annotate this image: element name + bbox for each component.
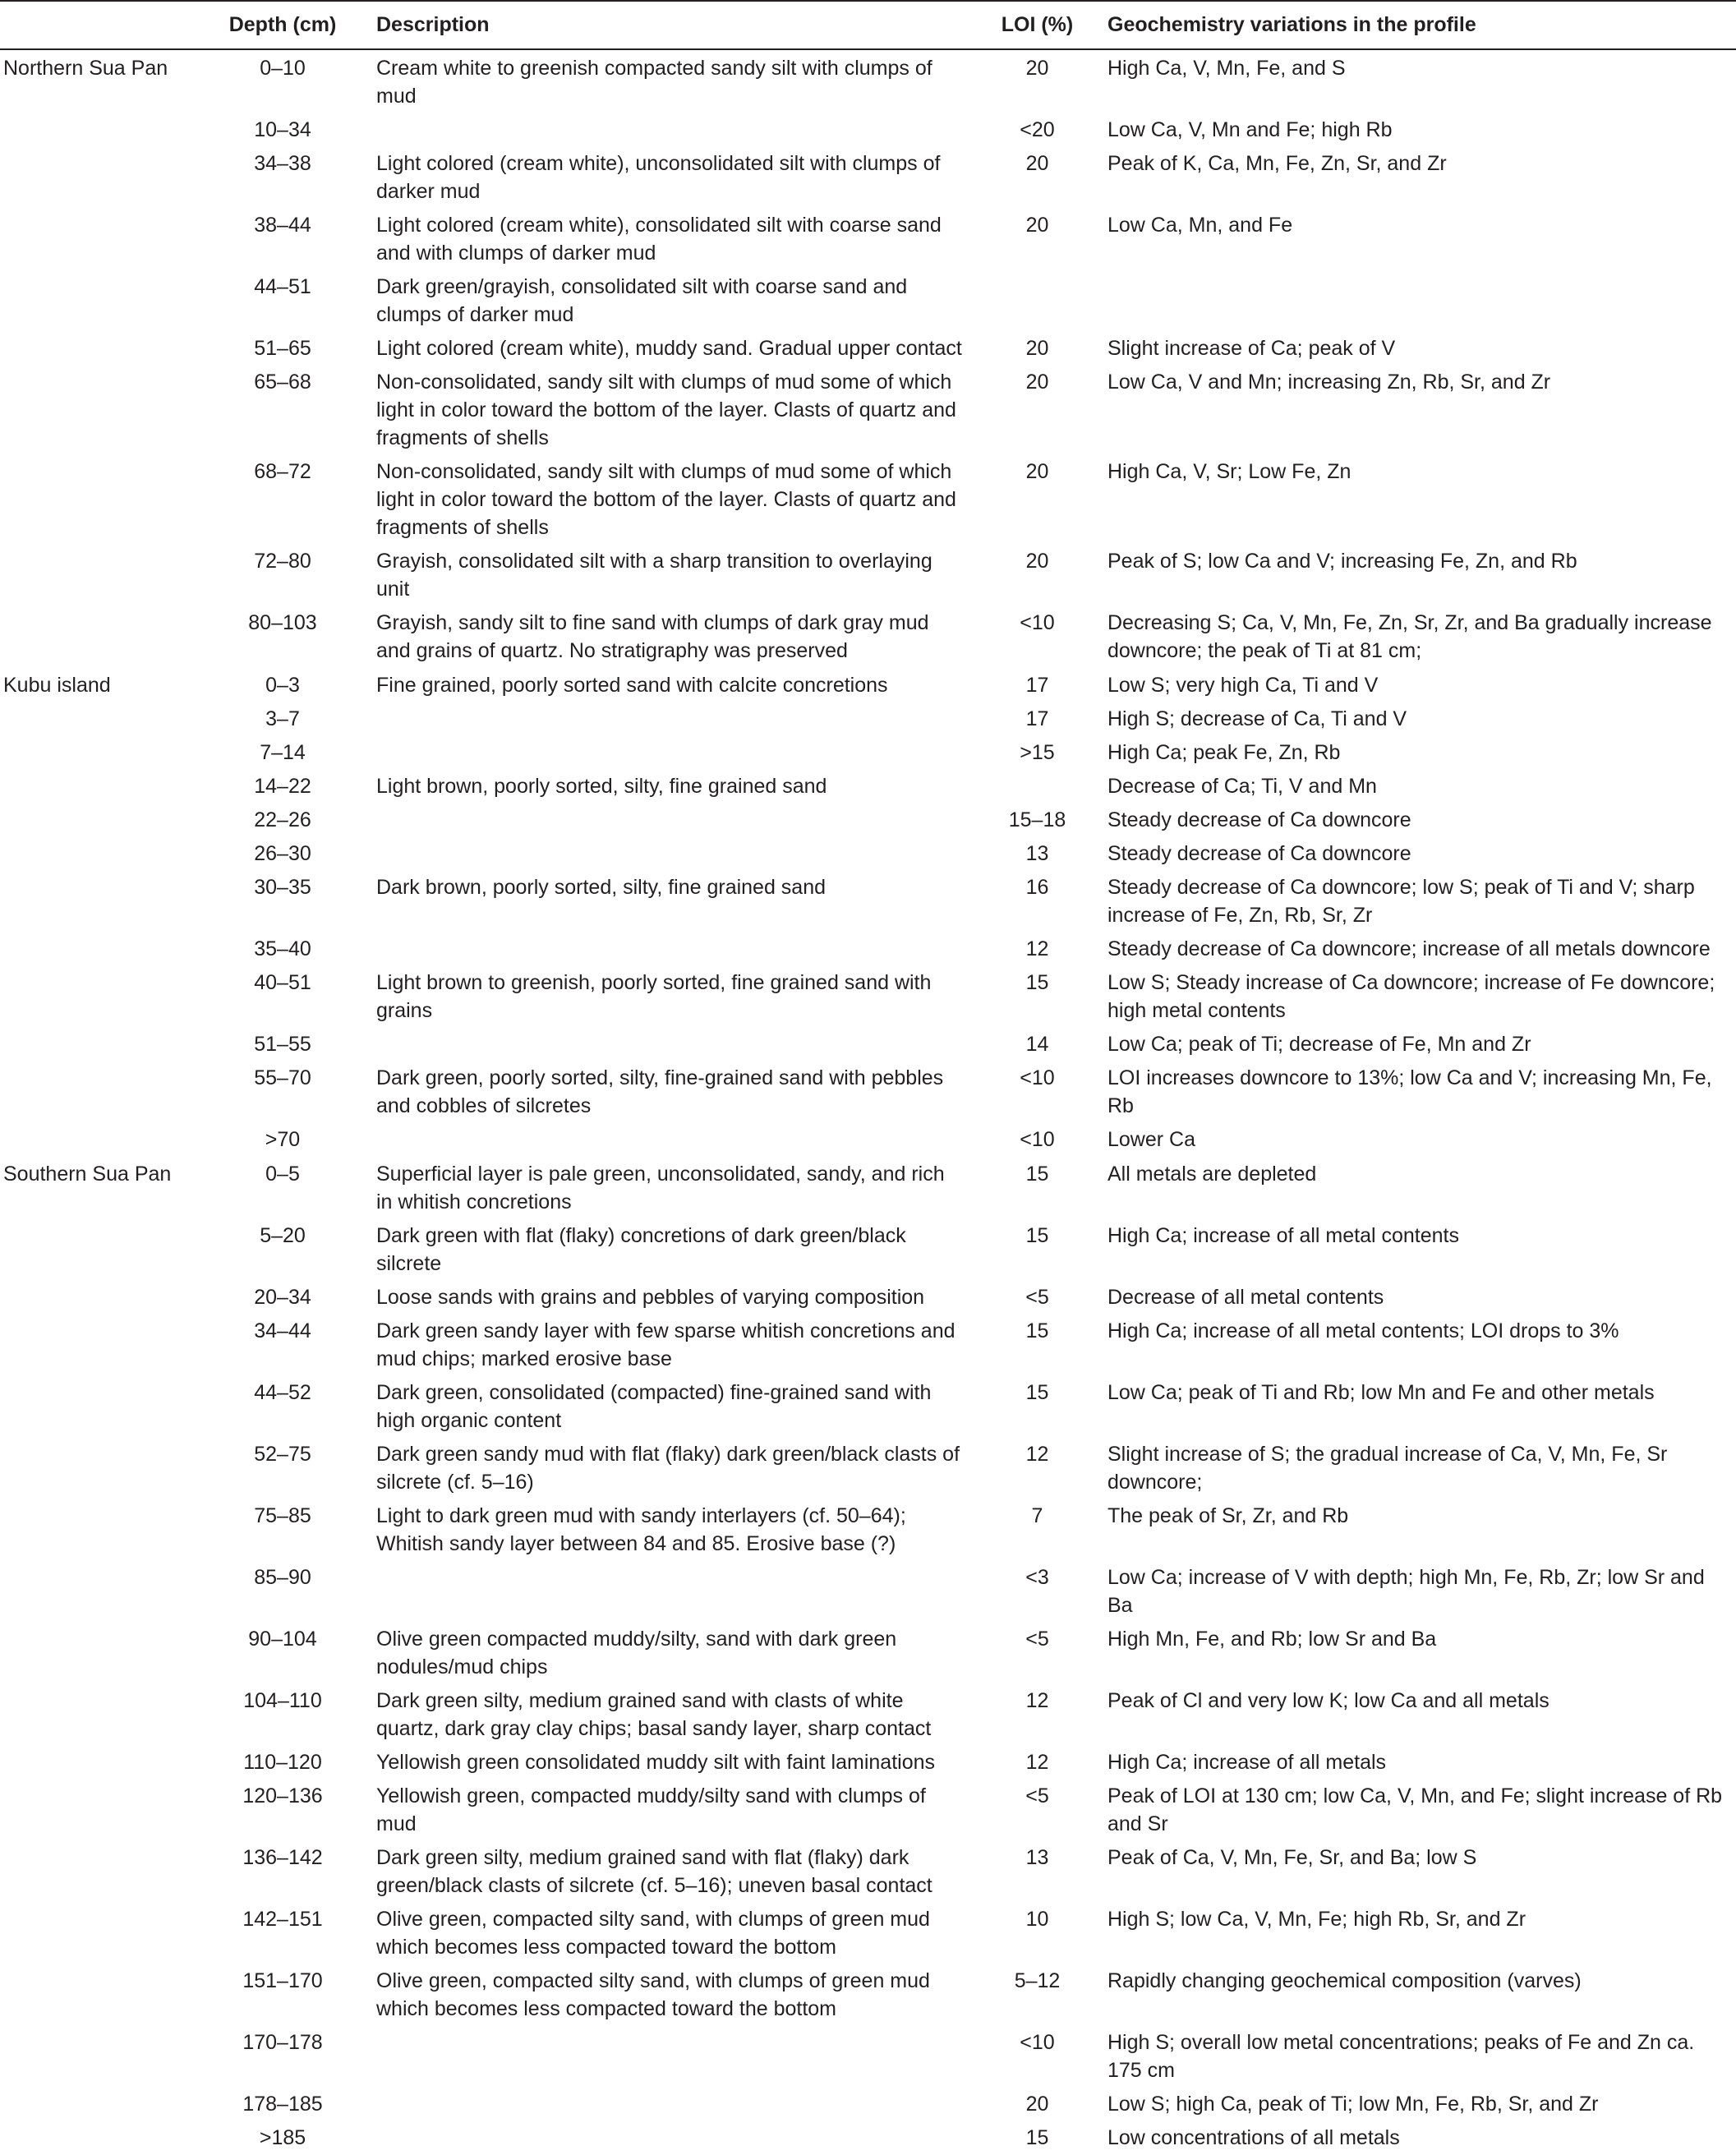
- loi-cell: 15: [1025, 2126, 1049, 2149]
- site-name: [0, 113, 189, 146]
- loi-cell: 12: [1025, 937, 1049, 960]
- site-name: [0, 606, 189, 667]
- depth-cell: 0–10: [260, 57, 306, 80]
- table-row: [0, 365, 1736, 454]
- site-name: [0, 1745, 189, 1779]
- loi-cell: <10: [1020, 611, 1055, 634]
- depth-cell: 30–35: [254, 876, 311, 899]
- table-row: [0, 1964, 1736, 2025]
- site-name: [0, 1375, 189, 1437]
- depth-cell: 7–14: [260, 741, 306, 764]
- header-depth: Depth (cm): [189, 1, 370, 49]
- depth-cell: 170–178: [242, 2031, 323, 2054]
- site-name: [0, 1779, 189, 1840]
- depth-cell: 3–7: [265, 707, 300, 730]
- loi-cell: 20: [1025, 57, 1049, 80]
- depth-cell: 10–34: [254, 118, 311, 141]
- depth-cell: 72–80: [254, 550, 311, 573]
- depth-cell: 52–75: [254, 1443, 311, 1466]
- table-row: [0, 1061, 1736, 1122]
- description-cell: Grayish, consolidated silt with a sharp transition to overlaying unit: [376, 550, 932, 601]
- geochemistry-cell: Peak of LOI at 130 cm; low Ca, V, Mn, and Fe; slight increase of Rb and Sr: [1107, 1784, 1723, 1835]
- geochemistry-cell: Steady decrease of Ca downcore; low S; peak of Ti and V; sharp increase of Fe, Zn, Rb, Sr, Zr: [1107, 876, 1695, 927]
- geochemistry-cell: High S; decrease of Ca, Ti and V: [1107, 707, 1407, 730]
- loi-cell: 17: [1025, 707, 1049, 730]
- geochemistry-cell: High Ca; increase of all metal contents: [1107, 1224, 1459, 1247]
- description-cell: Light to dark green mud with sandy interlayers (cf. 50–64); Whitish sandy layer between 84 and 85. Erosive base (?): [376, 1504, 906, 1555]
- geochemistry-cell: Low Ca, V, Mn and Fe; high Rb: [1107, 118, 1393, 141]
- site-name: [0, 1280, 189, 1314]
- description-cell: Dark green silty, medium grained sand with clasts of white quartz, dark gray clay chips; basal sandy layer, sharp contact: [376, 1689, 932, 1740]
- depth-cell: 22–26: [254, 808, 311, 831]
- table-row: [0, 1683, 1736, 1745]
- site-name: [0, 208, 189, 269]
- description-cell: [370, 702, 974, 735]
- description-cell: Loose sands with grains and pebbles of varying composition: [376, 1286, 925, 1309]
- description-cell: Dark green sandy mud with flat (flaky) dark green/black clasts of silcrete (cf. 5–16): [376, 1443, 960, 1494]
- site-name: [0, 1218, 189, 1280]
- geochemistry-cell: Lower Ca: [1107, 1128, 1195, 1151]
- geochemistry-cell: LOI increases downcore to 13%; low Ca and V; increasing Mn, Fe, Rb: [1107, 1066, 1712, 1117]
- table-row: [0, 1156, 1736, 1218]
- description-cell: Dark green with flat (flaky) concretions of dark green/black silcrete: [376, 1224, 906, 1275]
- description-cell: [370, 2025, 974, 2087]
- table-row: [0, 1840, 1736, 1902]
- table-row: [0, 1745, 1736, 1779]
- description-cell: Yellowish green, compacted muddy/silty sand with clumps of mud: [376, 1784, 926, 1835]
- description-cell: Olive green, compacted silty sand, with clumps of green mud which becomes less compacted toward the bottom: [376, 1969, 930, 2020]
- loi-cell: 13: [1025, 1846, 1049, 1869]
- table-row: [0, 1560, 1736, 1622]
- loi-cell: 17: [1025, 674, 1049, 697]
- site-name: [0, 1437, 189, 1499]
- loi-cell: 14: [1025, 1033, 1049, 1056]
- description-cell: Dark brown, poorly sorted, silty, fine grained sand: [376, 876, 827, 899]
- header-row: [0, 1, 1736, 49]
- description-cell: [370, 113, 974, 146]
- table-row: [0, 667, 1736, 702]
- site-name: [0, 870, 189, 932]
- description-cell: Olive green compacted muddy/silty, sand with dark green nodules/mud chips: [376, 1628, 897, 1678]
- depth-cell: 38–44: [254, 214, 311, 237]
- geochemistry-cell: High Ca; increase of all metal contents; LOI drops to 3%: [1107, 1319, 1619, 1342]
- description-cell: [370, 1122, 974, 1156]
- description-cell: [370, 836, 974, 870]
- depth-cell: 26–30: [254, 842, 311, 865]
- table-row: [0, 769, 1736, 803]
- geochemistry-cell: Peak of K, Ca, Mn, Fe, Zn, Sr, and Zr: [1107, 152, 1447, 175]
- description-cell: [370, 735, 974, 769]
- description-cell: Cream white to greenish compacted sandy silt with clumps of mud: [376, 57, 932, 108]
- loi-cell: 20: [1025, 460, 1049, 483]
- depth-cell: 120–136: [242, 1784, 323, 1807]
- description-cell: [370, 803, 974, 836]
- loi-cell: 15: [1025, 971, 1049, 994]
- loi-cell: <10: [1020, 2031, 1055, 2054]
- depth-cell: 110–120: [243, 1751, 322, 1774]
- table-row: [0, 1779, 1736, 1840]
- depth-cell: 151–170: [242, 1969, 323, 1992]
- depth-cell: 34–38: [254, 152, 311, 175]
- geochemistry-cell: High Mn, Fe, and Rb; low Sr and Ba: [1107, 1628, 1437, 1651]
- site-name: [0, 1964, 189, 2025]
- geochemistry-cell: Rapidly changing geochemical composition (varves): [1107, 1969, 1582, 1992]
- geochemistry-cell: Decrease of all metal contents: [1107, 1286, 1384, 1309]
- loi-cell: [974, 769, 1101, 803]
- loi-cell: 13: [1025, 842, 1049, 865]
- loi-cell: <20: [1020, 118, 1055, 141]
- table-row: [0, 932, 1736, 965]
- depth-cell: 75–85: [254, 1504, 311, 1527]
- geochemistry-cell: High S; low Ca, V, Mn, Fe; high Rb, Sr, and Zr: [1107, 1908, 1526, 1931]
- geochemistry-cell: Low concentrations of all metals: [1107, 2126, 1400, 2149]
- description-cell: Non-consolidated, sandy silt with clumps of mud some of which light in color toward the bottom of the layer. Clasts of quartz and fragments of shells: [376, 460, 956, 539]
- loi-cell: 15: [1025, 1381, 1049, 1404]
- table-row: [0, 702, 1736, 735]
- site-name: [0, 146, 189, 208]
- description-cell: Olive green, compacted silty sand, with clumps of green mud which becomes less compacted toward the bottom: [376, 1908, 930, 1959]
- geochemistry-cell: Low Ca, V and Mn; increasing Zn, Rb, Sr, and Zr: [1107, 371, 1551, 394]
- loi-cell: 20: [1025, 337, 1049, 360]
- geochemistry-cell: Decrease of Ca; Ti, V and Mn: [1107, 775, 1377, 798]
- site-name: [0, 1314, 189, 1375]
- table-row: [0, 113, 1736, 146]
- table-row: [0, 454, 1736, 544]
- table-row: [0, 870, 1736, 932]
- loi-cell: 12: [1025, 1689, 1049, 1712]
- site-name: [0, 1027, 189, 1061]
- depth-cell: 5–20: [260, 1224, 306, 1247]
- depth-cell: 136–142: [242, 1846, 323, 1869]
- table-body: [0, 49, 1736, 2154]
- geochemistry-cell: All metals are depleted: [1107, 1163, 1317, 1186]
- description-cell: Fine grained, poorly sorted sand with calcite concretions: [376, 674, 888, 697]
- geochemistry-cell: Peak of Ca, V, Mn, Fe, Sr, and Ba; low S: [1107, 1846, 1477, 1869]
- geochemistry-cell: The peak of Sr, Zr, and Rb: [1107, 1504, 1349, 1527]
- geochemistry-cell: Low Ca; increase of V with depth; high Mn, Fe, Rb, Zr; low Sr and Ba: [1107, 1566, 1705, 1617]
- geochemistry-cell: Peak of Cl and very low K; low Ca and all metals: [1107, 1689, 1550, 1712]
- description-cell: Light brown to greenish, poorly sorted, fine grained sand with grains: [376, 971, 932, 1022]
- geochemistry-cell: [1101, 269, 1736, 331]
- header-site: [0, 1, 189, 49]
- depth-cell: 90–104: [248, 1628, 317, 1651]
- loi-cell: <5: [1025, 1628, 1049, 1651]
- site-name: [0, 331, 189, 365]
- description-cell: Superficial layer is pale green, unconsolidated, sandy, and rich in whitish concretions: [376, 1163, 945, 1213]
- table-row: [0, 965, 1736, 1027]
- depth-cell: 44–52: [254, 1381, 311, 1404]
- geochemistry-cell: High Ca, V, Sr; Low Fe, Zn: [1107, 460, 1352, 483]
- depth-cell: 0–5: [265, 1163, 300, 1186]
- loi-cell: 5–12: [1014, 1969, 1061, 1992]
- site-name: Northern Sua Pan: [3, 57, 168, 80]
- loi-cell: [974, 269, 1101, 331]
- table-row: [0, 1499, 1736, 1560]
- table-row: [0, 269, 1736, 331]
- geochemistry-cell: Steady decrease of Ca downcore: [1107, 842, 1411, 865]
- depth-cell: 14–22: [254, 775, 311, 798]
- depth-cell: 40–51: [254, 971, 311, 994]
- loi-cell: 15–18: [1008, 808, 1066, 831]
- depth-cell: >185: [259, 2126, 306, 2149]
- header-geochemistry: Geochemistry variations in the profile: [1101, 1, 1736, 49]
- loi-cell: 10: [1025, 1908, 1049, 1931]
- loi-cell: 20: [1025, 214, 1049, 237]
- geochemistry-cell: Low S; very high Ca, Ti and V: [1107, 674, 1379, 697]
- site-name: [0, 365, 189, 454]
- geochemistry-cell: Low S; high Ca, peak of Ti; low Mn, Fe, Rb, Sr, and Zr: [1107, 2093, 1599, 2116]
- header-loi: LOI (%): [974, 1, 1101, 49]
- geochemistry-cell: Slight increase of Ca; peak of V: [1107, 337, 1396, 360]
- loi-cell: <10: [1020, 1128, 1055, 1151]
- loi-cell: 12: [1025, 1751, 1049, 1774]
- table-row: [0, 735, 1736, 769]
- site-name: [0, 2087, 189, 2120]
- loi-cell: 16: [1025, 876, 1049, 899]
- description-cell: Non-consolidated, sandy silt with clumps of mud some of which light in color toward the bottom of the layer. Clasts of quartz and fragments of shells: [376, 371, 956, 449]
- loi-cell: 20: [1025, 152, 1049, 175]
- site-name: [0, 769, 189, 803]
- table-row: [0, 1902, 1736, 1964]
- geochemistry-cell: Low Ca; peak of Ti; decrease of Fe, Mn and Zr: [1107, 1033, 1531, 1056]
- table-header: [0, 1, 1736, 49]
- description-cell: Dark green, consolidated (compacted) fine-grained sand with high organic content: [376, 1381, 932, 1432]
- description-cell: [370, 2120, 974, 2154]
- site-name: [0, 454, 189, 544]
- table-row: [0, 1027, 1736, 1061]
- header-description: Description: [370, 1, 974, 49]
- depth-cell: 55–70: [254, 1066, 311, 1089]
- table-row: [0, 1280, 1736, 1314]
- description-cell: Dark green sandy layer with few sparse whitish concretions and mud chips; marked erosive base: [376, 1319, 955, 1370]
- loi-cell: 15: [1025, 1224, 1049, 1247]
- loi-cell: 7: [1031, 1504, 1043, 1527]
- table-row: [0, 49, 1736, 113]
- site-name: [0, 702, 189, 735]
- depth-cell: >70: [265, 1128, 301, 1151]
- depth-cell: 142–151: [242, 1908, 323, 1931]
- geochemistry-cell: Slight increase of S; the gradual increase of Ca, V, Mn, Fe, Sr downcore;: [1107, 1443, 1668, 1494]
- site-name: [0, 836, 189, 870]
- depth-cell: 34–44: [254, 1319, 311, 1342]
- table-row: [0, 803, 1736, 836]
- description-cell: Dark green/grayish, consolidated silt with coarse sand and clumps of darker mud: [376, 275, 908, 326]
- site-name: [0, 1840, 189, 1902]
- loi-cell: >15: [1020, 741, 1055, 764]
- table-row: [0, 2087, 1736, 2120]
- site-name: [0, 1061, 189, 1122]
- site-name: [0, 965, 189, 1027]
- table-row: [0, 544, 1736, 606]
- site-name: [0, 735, 189, 769]
- depth-cell: 44–51: [254, 275, 311, 298]
- geochemistry-cell: High Ca; increase of all metals: [1107, 1751, 1387, 1774]
- site-name: [0, 1122, 189, 1156]
- table-row: [0, 1375, 1736, 1437]
- table-row: [0, 1622, 1736, 1683]
- site-name: [0, 2025, 189, 2087]
- geochemistry-cell: Low Ca, Mn, and Fe: [1107, 214, 1293, 237]
- geochemistry-cell: Low Ca; peak of Ti and Rb; low Mn and Fe and other metals: [1107, 1381, 1655, 1404]
- depth-cell: 20–34: [254, 1286, 311, 1309]
- loi-cell: 15: [1025, 1163, 1049, 1186]
- site-name: [0, 1499, 189, 1560]
- loi-cell: 20: [1025, 550, 1049, 573]
- loi-cell: 20: [1025, 371, 1049, 394]
- geochemistry-cell: High Ca, V, Mn, Fe, and S: [1107, 57, 1346, 80]
- site-name: [0, 1902, 189, 1964]
- geochemistry-cell: Steady decrease of Ca downcore; increase of all metals downcore: [1107, 937, 1711, 960]
- loi-cell: <3: [1025, 1566, 1049, 1589]
- description-cell: Light colored (cream white), consolidated silt with coarse sand and with clumps of darker mud: [376, 214, 942, 265]
- description-cell: Grayish, sandy silt to fine sand with clumps of dark gray mud and grains of quartz. No stratigraphy was preserved: [376, 611, 929, 662]
- table-row: [0, 1314, 1736, 1375]
- depth-cell: 51–65: [254, 337, 311, 360]
- loi-cell: <5: [1025, 1784, 1049, 1807]
- loi-cell: 20: [1025, 2093, 1049, 2116]
- geochemistry-cell: High S; overall low metal concentrations; peaks of Fe and Zn ca. 175 cm: [1107, 2031, 1695, 2082]
- depth-cell: 104–110: [243, 1689, 322, 1712]
- description-cell: Light brown, poorly sorted, silty, fine grained sand: [376, 775, 827, 798]
- site-name: Southern Sua Pan: [3, 1163, 172, 1186]
- depth-cell: 68–72: [254, 460, 311, 483]
- description-cell: Light colored (cream white), unconsolidated silt with clumps of darker mud: [376, 152, 941, 203]
- table-row: [0, 606, 1736, 667]
- geochemistry-cell: High Ca; peak Fe, Zn, Rb: [1107, 741, 1341, 764]
- loi-cell: 15: [1025, 1319, 1049, 1342]
- table-row: [0, 146, 1736, 208]
- description-cell: Yellowish green consolidated muddy silt with faint laminations: [376, 1751, 936, 1774]
- table-row: [0, 1122, 1736, 1156]
- table-row: [0, 836, 1736, 870]
- depth-cell: 35–40: [254, 937, 311, 960]
- description-cell: Dark green silty, medium grained sand with flat (flaky) dark green/black clasts of silcrete (cf. 5–16); uneven basal contact: [376, 1846, 932, 1897]
- loi-cell: <5: [1025, 1286, 1049, 1309]
- site-name: [0, 1560, 189, 1622]
- depth-cell: 85–90: [254, 1566, 311, 1589]
- description-cell: Dark green, poorly sorted, silty, fine-grained sand with pebbles and cobbles of silcretes: [376, 1066, 944, 1117]
- depth-cell: 80–103: [248, 611, 317, 634]
- site-name: [0, 803, 189, 836]
- depth-cell: 178–185: [242, 2093, 323, 2116]
- loi-cell: 12: [1025, 1443, 1049, 1466]
- description-cell: [370, 1027, 974, 1061]
- description-cell: [370, 2087, 974, 2120]
- table-row: [0, 2120, 1736, 2154]
- table-row: [0, 2025, 1736, 2087]
- site-name: Kubu island: [3, 674, 111, 697]
- description-cell: Light colored (cream white), muddy sand. Gradual upper contact: [376, 337, 962, 360]
- depth-cell: 0–3: [265, 674, 300, 697]
- depth-cell: 51–55: [254, 1033, 311, 1056]
- site-name: [0, 269, 189, 331]
- geochemistry-cell: Peak of S; low Ca and V; increasing Fe, Zn, and Rb: [1107, 550, 1577, 573]
- description-cell: [370, 932, 974, 965]
- description-cell: [370, 1560, 974, 1622]
- site-name: [0, 2120, 189, 2154]
- depth-cell: 65–68: [254, 371, 311, 394]
- geochemistry-cell: Low S; Steady increase of Ca downcore; increase of Fe downcore; high metal contents: [1107, 971, 1715, 1022]
- table-row: [0, 1437, 1736, 1499]
- loi-cell: <10: [1020, 1066, 1055, 1089]
- site-name: [0, 1622, 189, 1683]
- site-name: [0, 1683, 189, 1745]
- site-name: [0, 544, 189, 606]
- table-row: [0, 208, 1736, 269]
- geochemistry-cell: Steady decrease of Ca downcore: [1107, 808, 1411, 831]
- table-row: [0, 1218, 1736, 1280]
- geochemistry-cell: Decreasing S; Ca, V, Mn, Fe, Zn, Sr, Zr, and Ba gradually increase downcore; the peak of Ti at 81 cm;: [1107, 611, 1712, 662]
- table-row: [0, 331, 1736, 365]
- site-name: [0, 932, 189, 965]
